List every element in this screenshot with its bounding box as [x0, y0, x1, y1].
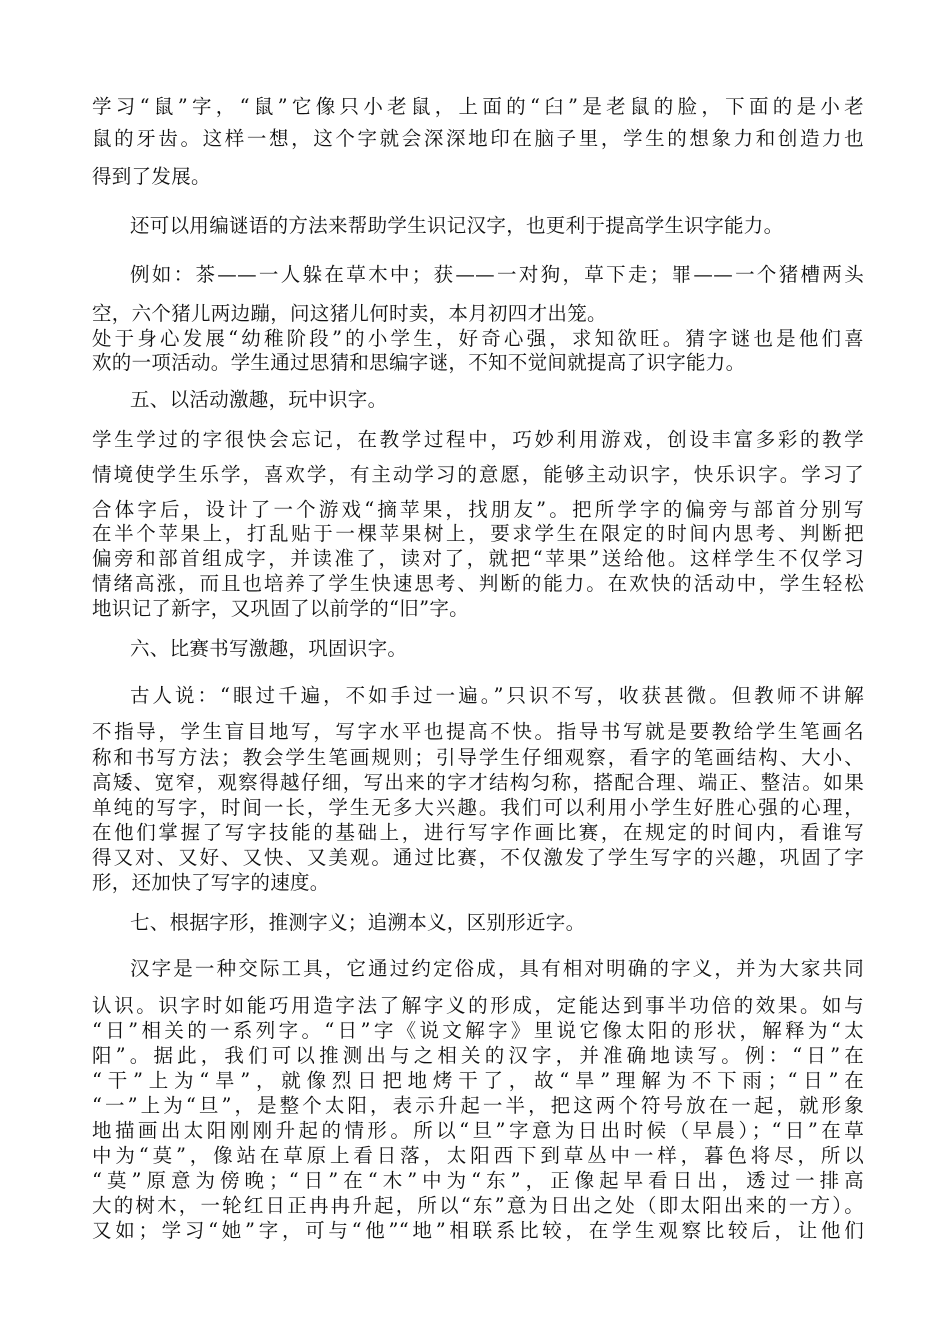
text-line: 地描画出太阳刚刚升起的情形。所以“旦”字意为日出时候（早晨）；“日”在草 [92, 1119, 864, 1142]
text-line: 得又对、又好、又快、又美观。通过比赛，不仅激发了学生写字的兴趣，巩固了字 [92, 846, 864, 869]
text-line: 鼠的牙齿。这样一想，这个字就会深深地印在脑子里，学生的想象力和创造力也 [92, 127, 864, 150]
section-heading: 六、比赛书写激趣，巩固识字。 [130, 637, 408, 660]
text-line: 例如：茶——一人躲在草木中；获——一对狗，草下走；罪——一个猪槽两头 [130, 263, 864, 286]
text-line: 欢的一项活动。学生通过思猜和思编字谜，不知不觉间就提高了识字能力。 [92, 351, 746, 374]
text-line: 形，还加快了写字的速度。 [92, 871, 330, 894]
text-line: 空，六个猪儿两边蹦，问这猪儿何时卖，本月初四才出笼。 [92, 302, 607, 325]
text-line: 地识记了新字，又巩固了以前学的“旧”字。 [92, 597, 469, 620]
text-line: “日”相关的一系列字。“日”字《说文解字》里说它像太阳的形状，解释为“太 [92, 1019, 864, 1042]
text-line: 在他们掌握了写字技能的基础上，进行写字作画比赛，在规定的时间内，看谁写 [92, 821, 864, 844]
section-heading: 五、以活动激趣，玩中识字。 [130, 388, 388, 411]
text-line: 古人说：“眼过千遍，不如手过一遍。”只识不写，收获甚微。但教师不讲解 [130, 684, 864, 707]
text-line: 学习“鼠”字，“鼠”它像只小老鼠，上面的“臼”是老鼠的脸，下面的是小老 [92, 95, 864, 118]
text-line: 情绪高涨，而且也培养了学生快速思考、判断的能力。在欢快的活动中，学生轻松 [92, 572, 864, 595]
text-line: “莫”原意为傍晚；“日”在“木”中为“东”，正像起早看日出，透过一排高 [92, 1169, 864, 1192]
text-line: 得到了发展。 [92, 165, 211, 188]
text-line: 阳”。据此，我们可以推测出与之相关的汉字，并准确地读写。例：“日”在 [92, 1044, 864, 1067]
text-line: 情境使学生乐学，喜欢学，有主动学习的意愿，能够主动识字，快乐识字。学习了 [92, 463, 864, 486]
text-line: 中为“莫”，像站在草原上看日落，太阳西下到草丛中一样，暮色将尽，所以 [92, 1144, 864, 1167]
text-line: 不指导，学生盲目地写，写字水平也提高不快。指导书写就是要教给学生笔画名 [92, 720, 864, 743]
text-line: 单纯的写字，时间一长，学生无多大兴趣。我们可以利用小学生好胜心强的心理， [92, 796, 864, 819]
text-line: 称和书写方法；教会学生笔画规则；引导学生仔细观察，看字的笔画结构、大小、 [92, 746, 864, 769]
text-line: 还可以用编谜语的方法来帮助学生识记汉字，也更利于提高学生识字能力。 [130, 214, 784, 237]
text-line: 处于身心发展“幼稚阶段”的小学生，好奇心强，求知欲旺。猜字谜也是他们喜 [92, 327, 864, 350]
text-line: 学生学过的字很快会忘记，在教学过程中，巧妙利用游戏，创设丰富多彩的教学 [92, 428, 864, 451]
text-line: 汉字是一种交际工具，它通过约定俗成，具有相对明确的字义，并为大家共同 [130, 957, 864, 980]
text-line: 合体字后，设计了一个游戏“摘苹果，找朋友”。把所学字的偏旁与部首分别写 [92, 498, 864, 521]
text-line: 又如；学习“她”字，可与“他”“地”相联系比较，在学生观察比较后，让他们 [92, 1219, 864, 1242]
text-line: “一”上为“旦”，是整个太阳，表示升起一半，把这两个符号放在一起，就形象 [92, 1094, 864, 1117]
text-line: 高矮、宽窄，观察得越仔细，写出来的字才结构匀称，搭配合理、端正、整洁。如果 [92, 771, 864, 794]
text-line: 在半个苹果上，打乱贴于一棵苹果树上，要求学生在限定的时间内思考、判断把 [92, 522, 864, 545]
text-line: 大的树木，一轮红日正冉冉升起，所以“东”意为日出之处（即太阳出来的一方）。 [92, 1194, 864, 1217]
text-line: 偏旁和部首组成字，并读准了，读对了，就把“苹果”送给他。这样学生不仅学习 [92, 547, 864, 570]
text-line: “干”上为“旱”，就像烈日把地烤干了，故“旱”理解为不下雨；“日”在 [92, 1069, 864, 1092]
text-line: 认识。识字时如能巧用造字法了解字义的形成，定能达到事半功倍的效果。如与 [92, 994, 864, 1017]
section-heading: 七、根据字形，推测字义；追溯本义，区别形近字。 [130, 911, 586, 934]
